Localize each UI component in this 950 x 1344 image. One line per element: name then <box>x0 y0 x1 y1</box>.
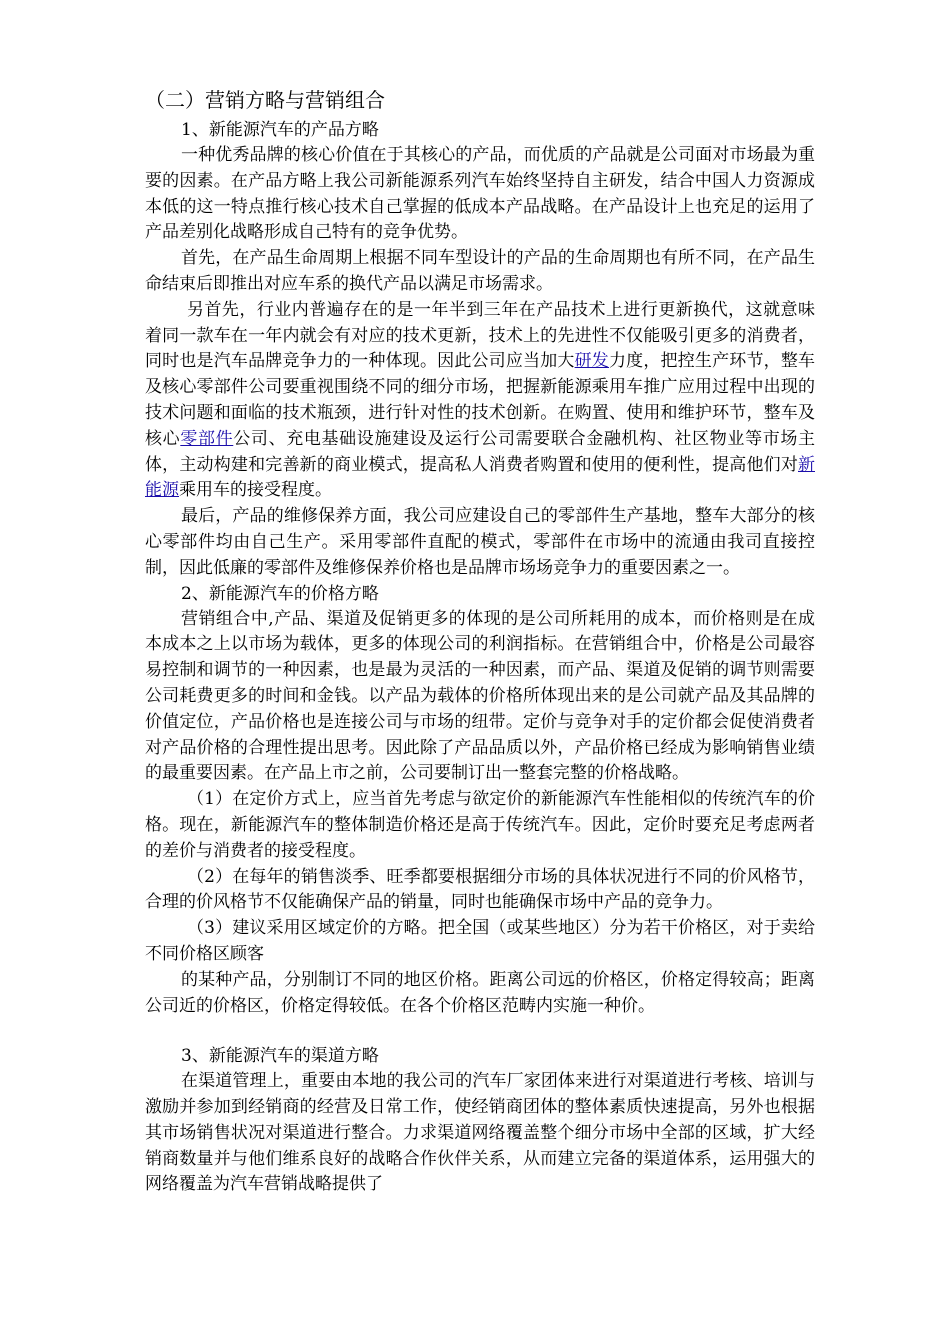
subsection-title-product: 1、新能源汽车的产品方略 <box>181 120 379 140</box>
subsection-title-channel: 3、新能源汽车的渠道方略 <box>181 1046 379 1067</box>
paragraph-pricing-region: （3）建议采用区域定价的方略。把全国（或某些地区）分为若干价格区，对于卖给不同价格区顾客 <box>145 918 815 964</box>
link-parts[interactable]: 零部件 <box>180 428 234 449</box>
blank-line <box>145 1019 815 1044</box>
paragraph-pricing-season: （2）在每年的销售淡季、旺季都要根据细分市场的具体状况进行不同的价风格节，合理的价风格节不仅能确保产品的销量，同时也能确保市场中产品的竞争力。 <box>145 866 815 913</box>
paragraph-technology-text-3: 公司、充电基础设施建设及运行公司需要联合金融机构、社区物业等市场主体，主动构建和完善新的商业模式，提高私人消费者购置和使用的便利性，提高他们对 <box>145 428 816 475</box>
paragraph-technology <box>145 298 815 504</box>
section-title: （二）营销方略与营销组合 <box>145 88 385 112</box>
subsection-title-price: 2、新能源汽车的价格方略 <box>181 583 379 604</box>
paragraph-technology-text-2: 力度，把控生产环节，整车及核心零部件公司要重视围绕不同的细分市场，把握新能源乘用车推广应用过程中出现的技术问题和面临的技术瓶颈，进行针对性的技术创新。在购置、使用和维护环节，整车及核心 <box>145 351 816 449</box>
paragraph-technology-text-1: 另首先，行业内普遍存在的是一年半到三年在产品技术上进行更新换代，这就意味着同一款车在一年内就会有对应的技术更新，技术上的先进性不仅能吸引更多的消费者，同时也是汽车品牌竞争力的一种体现。因此公司应当加大 <box>145 299 815 372</box>
document-page <box>145 82 815 1198</box>
link-new-energy[interactable]: 新能源 <box>145 454 815 501</box>
paragraph-pricing-mix: 营销组合中,产品、渠道及促销更多的体现的是公司所耗用的成本，而价格则是在成本成本之上以市场为载体，更多的体现公司的利润指标。在营销组合中，价格是公司最容易控制和调节的一种因素，也是最为灵活的一种因素，而产品、渠道及促销的调节则需要公司耗费更多的时间和金钱。以产品为载体的价格所体现出来的是公司就产品及其品牌的价值定位，产品价格也是连接公司与市场的纽带。定价与竞争对手的定价都会促使消费者对产品价格的合理性提出思考。因此除了产品品质以外，产品价格已经成为影响销售业绩的最重要因素。在产品上市之前，公司要制订出一整套完整的价格战略。 <box>145 608 815 784</box>
paragraph-channel: 在渠道管理上，重要由本地的我公司的汽车厂家团体来进行对渠道进行考核、培训与激励并参加到经销商的经营及日常工作，使经销商团体的整体素质快速提高，另外也根据其市场销售状况对渠道进行整合。力求渠道网络覆盖整个细分市场中全部的区域，扩大经销商数量并与他们维系良好的战略合作伙伴关系，从而建立完备的渠道体系，运用强大的网络覆盖为汽车营销战略提供了 <box>145 1071 815 1195</box>
paragraph-technology-text-4: 乘用车的接受程度。 <box>179 480 332 501</box>
paragraph-pricing-region-cont: 的某种产品，分别制订不同的地区价格。距离公司远的价格区，价格定得较高；距离公司近的价格区，价格定得较低。在各个价格区范畴内实施一种价。 <box>145 969 815 1016</box>
paragraph-maintenance: 最后，产品的维修保养方面，我公司应建设自己的零部件生产基地，整车大部分的核心零部件均由自己生产。采用零部件直配的模式，零部件在市场中的流通由我司直接控制，因此低廉的零部件及维修保养价格也是品牌市场场竞争力的重要因素之一。 <box>145 506 815 578</box>
link-rnd[interactable]: 研发 <box>574 351 609 372</box>
paragraph-product-core: 一种优秀品牌的核心价值在于其核心的产品，而优质的产品就是公司面对市场最为重要的因素。在产品方略上我公司新能源系列汽车始终坚持自主研发，结合中国人力资源成本低的这一特点推行核心技术自己掌握的低成本产品战略。在产品设计上也充足的运用了产品差别化战略形成自己特有的竞争优势。 <box>145 145 815 243</box>
paragraph-lifecycle: 首先，在产品生命周期上根据不同车型设计的产品的生命周期也有所不同，在产品生命结束后即推出对应车系的换代产品以满足市场需求。 <box>145 248 815 294</box>
paragraph-pricing-method: （1）在定价方式上，应当首先考虑与欲定价的新能源汽车性能相似的传统汽车的价格。现在，新能源汽车的整体制造价格还是高于传统汽车。因此，定价时要充足考虑两者的差价与消费者的接受程度。 <box>145 789 815 861</box>
